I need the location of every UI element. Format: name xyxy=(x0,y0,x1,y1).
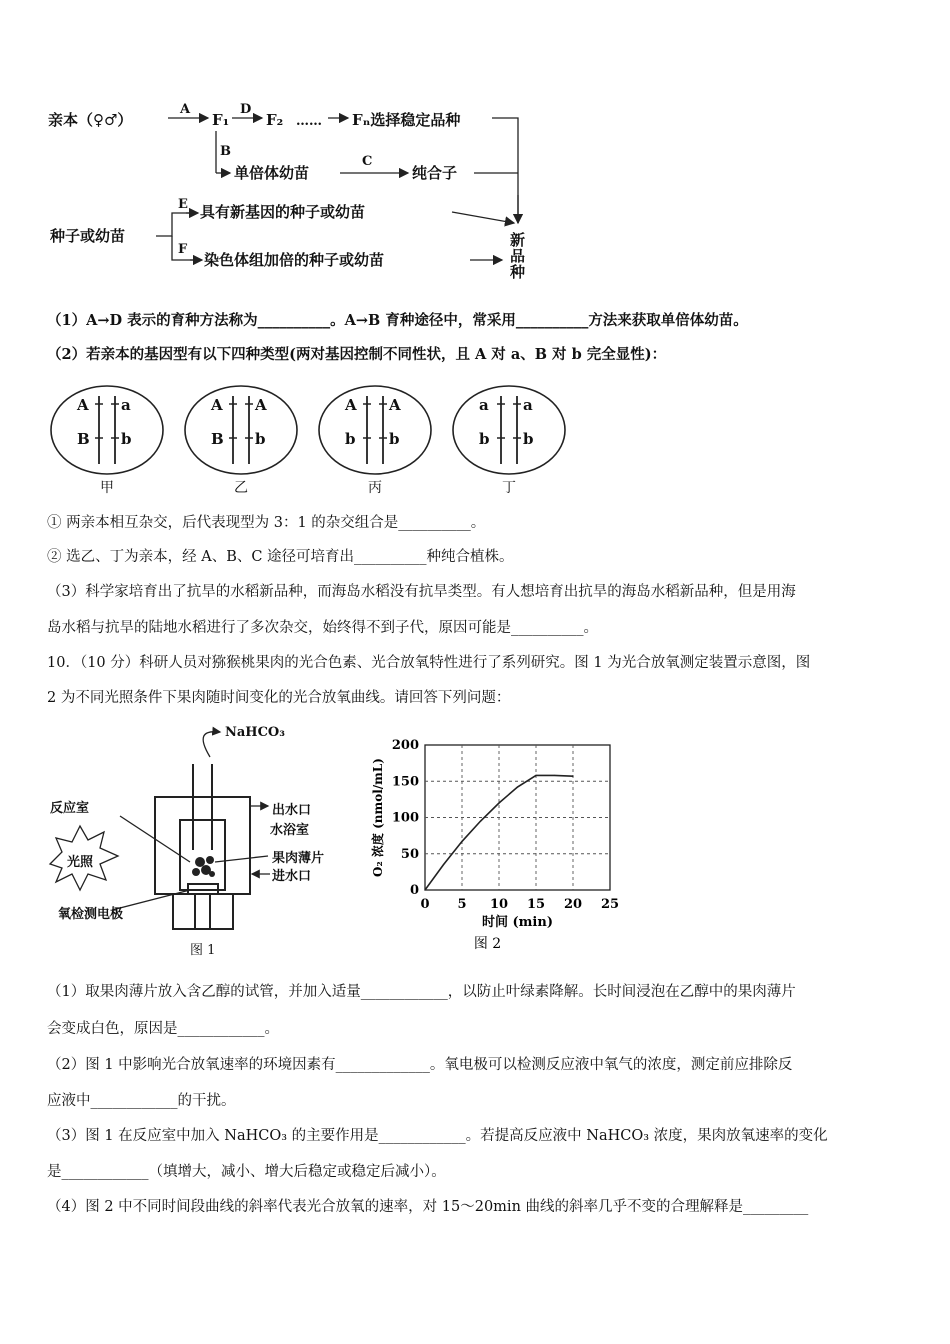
reaction-room-label: 反应室 xyxy=(50,801,90,816)
new-variety-3: 种 xyxy=(510,263,526,281)
fn-select-label: Fₙ选择稳定品种 xyxy=(352,111,461,129)
cell-4 xyxy=(453,386,565,496)
allele-top-left: A xyxy=(345,396,357,414)
arrow-f-label: F xyxy=(178,242,188,257)
q10-2a: （2）图 1 中影响光合放氧速率的环境因素有_____________。氧电极可以检测反应液中氧气的浓度，测定前应排除反 xyxy=(47,1057,793,1073)
new-gene-label: 具有新基因的种子或幼苗 xyxy=(200,203,366,221)
allele-bottom-right: b xyxy=(255,430,266,448)
doubled-label: 染色体组加倍的种子或幼苗 xyxy=(204,251,385,269)
q10-stem-a xyxy=(47,653,907,673)
data-point xyxy=(572,776,573,777)
cell-label: 甲 xyxy=(100,480,114,496)
allele-top-left: a xyxy=(479,396,489,414)
data-point xyxy=(424,889,425,890)
new-variety-1: 新 xyxy=(510,231,526,249)
q10-2b: 应液中____________的干扰。 xyxy=(47,1093,236,1109)
y-tick-label: 100 xyxy=(391,810,419,826)
allele-top-right: A xyxy=(255,396,267,414)
cell-3 xyxy=(319,386,431,496)
q9-2: （2）若亲本的基因型有以下四种类型(两对基因控制不同性状，且 A 对 a、B 对 b 完全显性)： xyxy=(47,346,667,363)
allele-bottom-right: b xyxy=(523,430,534,448)
homozygote-label: 纯合子 xyxy=(412,164,458,182)
haploid-label: 单倍体幼苗 xyxy=(234,164,310,182)
figure-1-caption: 图 1 xyxy=(190,943,216,958)
data-point xyxy=(517,786,518,787)
allele-bottom-left: B xyxy=(211,430,224,448)
data-point xyxy=(480,821,481,822)
q10-3b: 是____________（填增大，减小、增大后稳定或稳定后减小）。 xyxy=(47,1164,446,1180)
figure-2-caption: 图 2 xyxy=(473,936,502,952)
q9-2b: ② 选乙、丁为亲本，经 A、B、C 途径可培育出__________种纯合植株。 xyxy=(47,549,514,565)
x-tick-label: 10 xyxy=(489,897,509,912)
cell-membrane xyxy=(51,386,163,474)
seed-label: 种子或幼苗 xyxy=(50,227,126,245)
allele-bottom-left: b xyxy=(345,430,356,448)
allele-bottom-left: B xyxy=(77,430,90,448)
data-point xyxy=(535,775,536,776)
data-point xyxy=(554,775,555,776)
q9-3b: 岛水稻与抗旱的陆地水稻进行了多次杂交，始终得不到子代，原因可能是__________。 xyxy=(47,620,598,636)
cell-label: 乙 xyxy=(234,480,248,496)
cell-membrane xyxy=(185,386,297,474)
breeding-diagram xyxy=(40,95,560,290)
data-point xyxy=(443,864,444,865)
x-tick-label: 0 xyxy=(420,897,430,912)
q10-stem-text: 科研人员对猕猴桃果肉的光合色素、光合放氧特性进行了系列研究。图 1 为光合放氧测定装置示意图，图 xyxy=(139,655,811,671)
data-point xyxy=(461,841,462,842)
allele-top-left: A xyxy=(77,396,89,414)
arrow-a-label: A xyxy=(180,102,191,117)
nahco3-label: NaHCO₃ xyxy=(225,725,285,740)
q9-2a: ① 两亲本相互杂交，后代表现型为 3：1 的杂交组合是__________。 xyxy=(47,515,486,531)
q10-1b: 会变成白色，原因是____________。 xyxy=(47,1021,279,1037)
parent-label: 亲本（♀♂） xyxy=(48,111,133,129)
allele-bottom-right: b xyxy=(121,430,132,448)
x-tick-label: 25 xyxy=(600,897,620,912)
outlet-label: 出水口 xyxy=(272,803,312,818)
cell-label: 丁 xyxy=(502,480,516,496)
allele-top-left: A xyxy=(211,396,223,414)
cell-membrane xyxy=(453,386,565,474)
allele-top-right: A xyxy=(389,396,401,414)
light-label: 光照 xyxy=(67,855,94,870)
figure-2-chart xyxy=(368,728,678,963)
q10-stem-b: 2 为不同光照条件下果肉随时间变化的光合放氧曲线。请回答下列问题： xyxy=(47,690,511,706)
arrow-d-label: D xyxy=(240,102,252,117)
arrow-e-label: E xyxy=(178,197,188,212)
y-tick-label: 0 xyxy=(409,883,419,898)
allele-bottom-left: b xyxy=(479,430,490,448)
allele-bottom-right: b xyxy=(389,430,400,448)
arrow-c-label: C xyxy=(362,154,373,169)
arrow-b-label: B xyxy=(220,144,231,159)
cell-2 xyxy=(185,386,297,496)
q9-3a: （3）科学家培育出了抗旱的水稻新品种，而海岛水稻没有抗旱类型。有人想培育出抗旱的海岛水稻新品种，但是用海 xyxy=(47,584,796,600)
cell-membrane xyxy=(319,386,431,474)
q10-1a: （1）取果肉薄片放入含乙醇的试管，并加入适量____________，以防止叶绿素降解。长时间浸泡在乙醇中的果肉薄片 xyxy=(47,984,796,1000)
new-variety-2: 品 xyxy=(510,247,526,265)
inlet-label: 进水口 xyxy=(272,869,312,884)
f2-label: F₂ xyxy=(266,111,284,129)
electrode-label: 氧检测电极 xyxy=(58,907,124,922)
q10-3a: （3）图 1 在反应室中加入 NaHCO₃ 的主要作用是____________。若提高反应液中 NaHCO₃ 浓度，果肉放氧速率的变化 xyxy=(47,1128,828,1144)
x-tick-label: 20 xyxy=(563,897,583,912)
pulp-slice-label: 果肉薄片 xyxy=(272,851,325,866)
figure-1-apparatus xyxy=(40,722,360,962)
x-axis-label: 时间 (min) xyxy=(482,915,553,930)
x-tick-label: 5 xyxy=(457,897,467,912)
q10-number: 10．（10 分） xyxy=(47,655,140,671)
x-tick-label: 15 xyxy=(526,897,546,912)
dots-label: …… xyxy=(296,114,322,129)
q9-1: （1）A→D 表示的育种方法称为__________。A→B 育种途径中，常采用__________方法来获取单倍体幼苗。 xyxy=(47,312,748,329)
y-tick-label: 150 xyxy=(391,774,419,790)
q10-4: （4）图 2 中不同时间段曲线的斜率代表光合放氧的速率，对 15～20min 曲线的斜率几乎不变的合理解释是_________ xyxy=(47,1199,809,1215)
water-bath-label: 水浴室 xyxy=(270,823,310,838)
y-axis-label: O₂ 浓度 (nmol/mL) xyxy=(371,758,385,877)
f1-label: F₁ xyxy=(212,111,230,129)
genotype-cells xyxy=(50,382,590,497)
y-tick-label: 200 xyxy=(391,738,419,753)
allele-top-right: a xyxy=(121,396,131,414)
data-point xyxy=(498,802,499,803)
allele-top-right: a xyxy=(523,396,533,414)
cell-1 xyxy=(51,386,163,496)
y-tick-label: 50 xyxy=(400,846,419,862)
cell-label: 丙 xyxy=(368,480,382,496)
